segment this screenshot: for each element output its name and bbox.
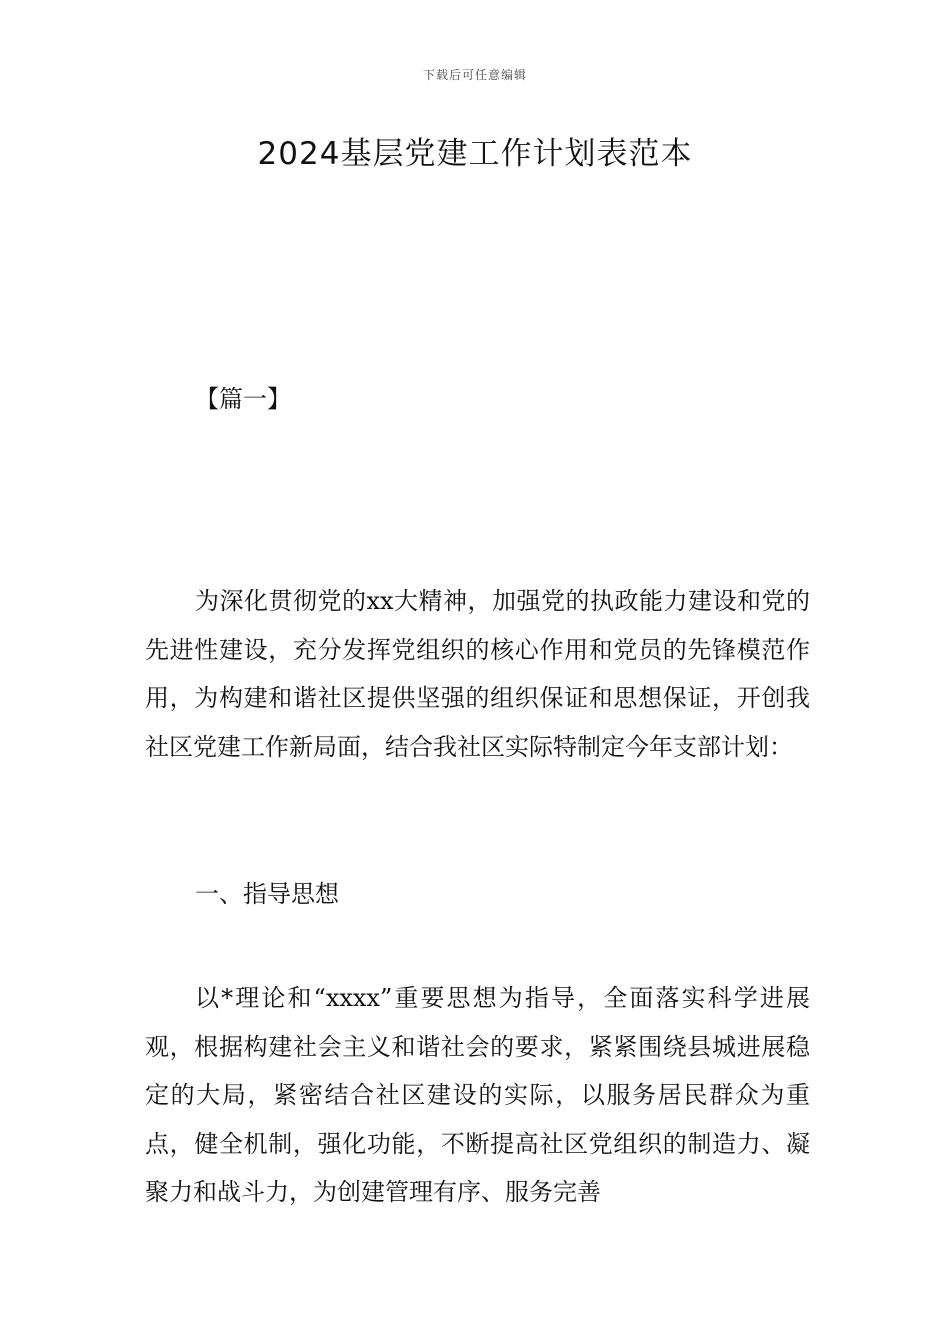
section-heading-guiding-thought: 一、指导思想 xyxy=(195,880,339,908)
paragraph-guiding-thought: 以*理论和“xxxx”重要思想为指导，全面落实科学进展观，根据构建社会主义和谐社会的要求，紧紧围绕县城进展稳定的大局，紧密结合社区建设的实际，以服务居民群众为重点，健全机制，强化功能，不断提高社区党组织的制造力、凝聚力和战斗力，为创建管理有序、服务完善 xyxy=(145,984,810,1206)
header-note: 下载后可任意编辑 xyxy=(422,68,527,82)
page-title: 2024基层党建工作计划表范本 xyxy=(257,136,693,172)
paragraph-intro: 为深化贯彻党的xx大精神，加强党的执政能力建设和党的先进性建设，充分发挥党组织的核心作用和党员的先锋模范作用，为构建和谐社区提供坚强的组织保证和思想保证，开创我社区党建工作新局面，结合我社区实际特制定今年支部计划： xyxy=(145,587,810,761)
section-label: 【篇一】 xyxy=(195,385,291,413)
